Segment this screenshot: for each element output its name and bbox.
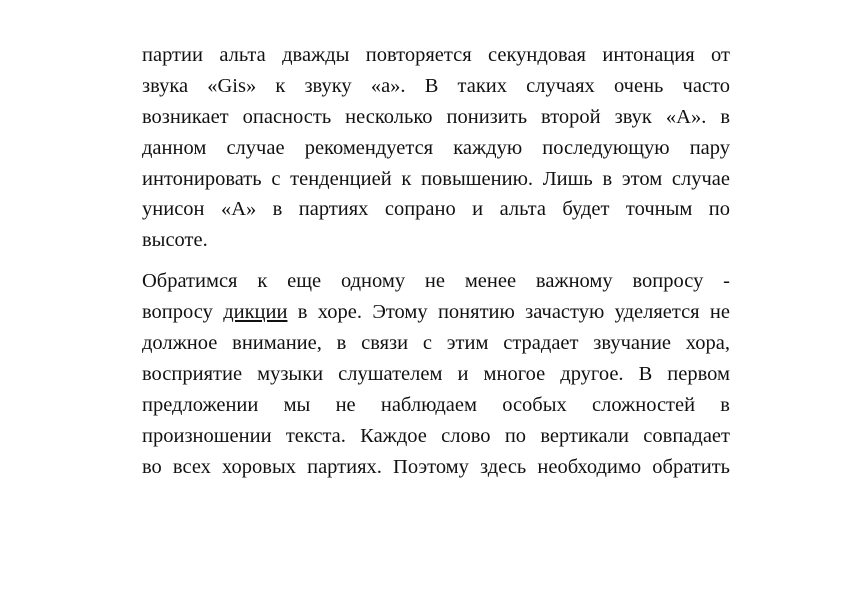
paragraph-2-line: во всех хоровых партиях. Поэтому здесь необходимо обратить: [142, 455, 730, 478]
paragraph-2: [142, 266, 730, 482]
paragraph-2-line: [142, 297, 730, 328]
paragraph-1-line: унисон «А» в партиях сопрано и альта будет точным по: [142, 198, 730, 221]
paragraph-2-line: должное внимание, в связи с этим страдает звучание хора,: [142, 332, 730, 355]
paragraph-1-line: звука «Gis» к звуку «a». В таких случаях очень часто: [142, 74, 730, 97]
paragraph-2-line: предложении мы не наблюдаем особых сложностей в: [142, 393, 730, 416]
paragraph-1-line: данном случае рекомендуется каждую последующую пару: [142, 136, 730, 159]
paragraph-2-line: произношении текста. Каждое слово по вертикали совпадает: [142, 424, 730, 447]
paragraph-2-line: восприятие музыки слушателем и многое другое. В первом: [142, 362, 730, 385]
paragraph-2-line: Обратимся к еще одному не менее важному вопросу -: [142, 270, 730, 293]
paragraph-2-text: вопросу: [142, 301, 224, 324]
paragraph-1-line: возникает опасность несколько понизить второй звук «A». в: [142, 105, 730, 128]
paragraph-1: [142, 40, 730, 256]
paragraph-2-text: в хоре. Этому понятию зачастую уделяется не: [287, 301, 730, 324]
diction-link[interactable]: дикции: [223, 301, 288, 324]
paragraph-1-line: интонировать с тенденцией к повышению. Лишь в этом случае: [142, 167, 730, 190]
paragraph-1-line: партии альта дважды повторяется секундовая интонация от: [142, 44, 730, 66]
paragraph-1-line: высоте.: [142, 229, 208, 252]
document-body: [142, 40, 730, 482]
